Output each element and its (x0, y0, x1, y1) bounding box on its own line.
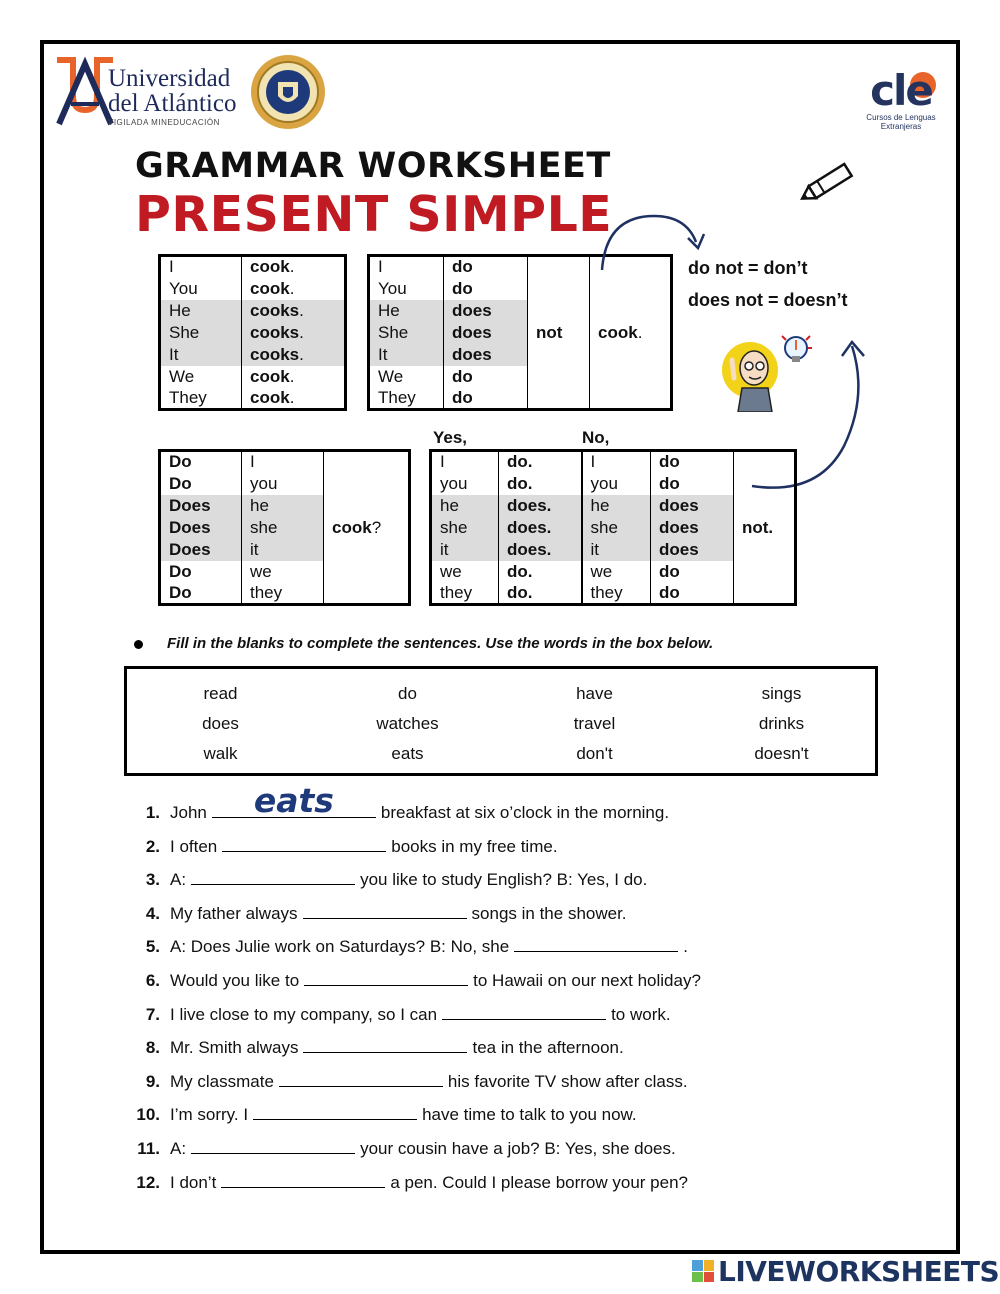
sentence-number: 6. (145, 970, 160, 990)
sentence-text-before: I live close to my company, so I can (170, 1004, 438, 1024)
subject-cell: we (242, 561, 324, 583)
yes-aux-cell: do. (499, 473, 582, 495)
subject-cell: They (160, 388, 242, 410)
verb-cell (242, 388, 346, 410)
affirmative-row (160, 388, 346, 410)
yes-subject-cell: it (431, 539, 499, 561)
short-answers-table (429, 449, 797, 606)
punctuation: . (299, 344, 304, 364)
sentence-number: 3. (145, 870, 160, 890)
sentence-text-after: tea in the afternoon. (472, 1038, 624, 1058)
no-aux-cell: does (651, 495, 734, 517)
punctuation: . (637, 322, 643, 342)
instruction (134, 635, 713, 652)
subject-cell: She (369, 322, 444, 344)
instruction-text: Fill in the blanks to complete the sentences. Use the words in the box below. (167, 635, 714, 652)
answer-blank[interactable] (514, 936, 678, 952)
university-name-line1: Universidad (108, 65, 231, 92)
word-box-item: watches (376, 714, 439, 733)
no-aux-cell: does (651, 539, 734, 561)
sentence-text-before: I’m sorry. I (170, 1105, 249, 1125)
yes-aux-cell: does. (499, 517, 582, 539)
negative-table (367, 254, 673, 411)
university-name (108, 66, 236, 127)
university-name-line3: VIGILADA MINEDUCACIÓN (108, 118, 220, 127)
question-row (160, 451, 410, 473)
affirmative-row (160, 366, 346, 388)
contraction-do-not: do not = don’t (688, 258, 808, 278)
verb-cell (242, 366, 346, 388)
verb-text: cook (332, 517, 372, 537)
sentence-text-after: you like to study English? B: Yes, I do. (360, 870, 648, 890)
sentence-list (130, 781, 870, 1205)
sentence-text-before: John (170, 803, 207, 822)
subject-cell: he (242, 495, 324, 517)
not-cell: not (528, 256, 590, 410)
curved-arrow-icon (596, 208, 716, 276)
pencil-icon (796, 155, 862, 211)
affirmative-row (160, 300, 346, 322)
sentence-number: 4. (145, 903, 160, 923)
subject-cell: He (160, 300, 242, 322)
yes-subject-cell: they (431, 583, 499, 605)
verb-cell (242, 256, 346, 278)
sentence-item (130, 1004, 870, 1038)
yes-aux-cell: do. (499, 561, 582, 583)
subject-cell: It (369, 344, 444, 366)
verb-text: cooks (250, 300, 300, 320)
sentence-text-after: your cousin have a job? B: Yes, she does. (360, 1138, 676, 1158)
sentence-number: 2. (145, 836, 160, 856)
worksheet-subtitle: PRESENT SIMPLE (135, 186, 613, 243)
punctuation: . (299, 300, 304, 320)
no-aux-cell: do (651, 473, 734, 495)
yes-subject-cell: she (431, 517, 499, 539)
sentence-text-before: A: (170, 1138, 187, 1158)
subject-cell: they (242, 583, 324, 605)
subject-cell: I (242, 451, 324, 473)
sentence-text-after: songs in the shower. (471, 903, 627, 923)
no-subject-cell: I (582, 451, 651, 473)
verb-text: cook (598, 322, 638, 342)
yes-aux-cell: does. (499, 495, 582, 517)
subject-cell: I (160, 256, 242, 278)
verb-text: cook (250, 278, 290, 298)
sentence-number: 11. (137, 1138, 160, 1158)
punctuation: . (289, 278, 295, 298)
sentence-item (130, 936, 870, 970)
affirmative-table (158, 254, 347, 411)
answer-blank[interactable] (442, 1004, 606, 1020)
sentence-number: 1. (145, 803, 160, 822)
sentence-text-after: his favorite TV show after class. (447, 1071, 688, 1091)
yes-subject-cell: we (431, 561, 499, 583)
sentence-text-after: to work. (611, 1004, 671, 1024)
word-box-item: travel (573, 714, 616, 733)
aux-cell: Does (160, 495, 242, 517)
aux-cell: does (444, 300, 528, 322)
word-box-item: have (576, 684, 613, 703)
no-subject-cell: we (582, 561, 651, 583)
subject-cell: You (160, 278, 242, 300)
subject-cell: He (369, 300, 444, 322)
aux-cell: do (444, 256, 528, 278)
aux-cell: do (444, 278, 528, 300)
aux-cell: does (444, 344, 528, 366)
affirmative-row (160, 256, 346, 278)
answer-blank[interactable] (279, 1071, 443, 1087)
subject-cell: she (242, 517, 324, 539)
yes-aux-cell: does. (499, 539, 582, 561)
contraction-does-not: does not = doesn’t (688, 290, 848, 310)
affirmative-row (160, 278, 346, 300)
liveworksheets-logo (692, 1256, 999, 1286)
answer-blank[interactable] (303, 1037, 467, 1053)
verb-cell (324, 451, 410, 605)
answer-blank[interactable] (304, 970, 468, 986)
no-subject-cell: it (582, 539, 651, 561)
sentence-item (130, 1138, 870, 1172)
verb-text: cooks (250, 344, 300, 364)
verb-text: cook (250, 387, 290, 407)
word-box-item: eats (391, 744, 424, 763)
cle-subtitle: Cursos de Lenguas Extranjeras (866, 113, 936, 131)
sentence-text-before: I often (170, 836, 218, 856)
affirmative-row (160, 322, 346, 344)
cle-logo (860, 54, 942, 134)
word-box-item: doesn't (754, 744, 809, 763)
subject-cell: You (369, 278, 444, 300)
aux-cell: Does (160, 539, 242, 561)
liveworksheets-brand: LIVEWORKSHEETS (718, 1254, 1000, 1288)
sentence-number: 10. (136, 1105, 160, 1125)
no-label: No, (582, 428, 610, 447)
word-box-item: does (202, 714, 239, 733)
subject-cell: I (369, 256, 444, 278)
sentence-text-before: A: Does Julie work on Saturdays? B: No, she (170, 937, 510, 957)
answer-blank[interactable] (212, 781, 376, 820)
sentence-text-before: A: (170, 870, 187, 890)
yes-aux-cell: do. (499, 583, 582, 605)
yes-label: Yes, (433, 428, 468, 447)
verb-cell (242, 300, 346, 322)
subject-cell: it (242, 539, 324, 561)
no-aux-cell: do (651, 561, 734, 583)
verb-cell (242, 322, 346, 344)
verb-cell (242, 344, 346, 366)
word-box-item: sings (761, 684, 802, 703)
word-box-item: do (398, 684, 417, 703)
subject-cell: We (160, 366, 242, 388)
verb-cell (590, 256, 672, 410)
verb-text: cooks (250, 322, 300, 342)
answer-blank[interactable] (191, 1138, 355, 1154)
liveworksheets-square-icon (692, 1260, 714, 1282)
sentence-item (130, 1071, 870, 1105)
not-cell: not. (742, 517, 774, 537)
sentence-number: 12. (136, 1172, 160, 1192)
sentence-text-before: Would you like to (170, 970, 300, 990)
aux-cell: Do (160, 473, 242, 495)
answer-text: eats (253, 781, 334, 820)
sentence-text-after: breakfast at six o’clock in the morning. (380, 803, 670, 822)
institutional-seal-icon (250, 54, 326, 130)
answer-blank[interactable] (253, 1104, 417, 1120)
yes-subject-cell: you (431, 473, 499, 495)
subject-cell: It (160, 344, 242, 366)
verb-text: cook (250, 257, 290, 277)
sentence-number: 5. (145, 937, 160, 957)
sentence-item (130, 869, 870, 903)
sentence-number: 9. (145, 1071, 160, 1091)
word-box-item: read (203, 684, 238, 703)
aux-cell: Do (160, 583, 242, 605)
aux-cell: do (444, 366, 528, 388)
aux-cell: Does (160, 517, 242, 539)
sentence-number: 8. (145, 1038, 160, 1058)
sentence-text-after: books in my free time. (391, 836, 558, 856)
word-box-item: walk (203, 744, 238, 763)
no-aux-cell: does (651, 517, 734, 539)
no-aux-cell: do (651, 451, 734, 473)
sentence-item (130, 1172, 870, 1206)
answer-blank[interactable] (191, 869, 355, 885)
punctuation: . (299, 322, 304, 342)
sentence-item (130, 836, 870, 870)
yes-subject-cell: he (431, 495, 499, 517)
sentence-item (130, 1104, 870, 1138)
answer-blank[interactable] (303, 903, 467, 919)
punctuation: . (289, 257, 295, 277)
no-subject-cell: you (582, 473, 651, 495)
yes-aux-cell: do. (499, 451, 582, 473)
no-subject-cell: he (582, 495, 651, 517)
subject-cell: We (369, 366, 444, 388)
answer-blank[interactable] (222, 836, 386, 852)
sentence-text-after: to Hawaii on our next holiday? (473, 970, 701, 990)
aux-cell: Do (160, 561, 242, 583)
yes-subject-cell: I (431, 451, 499, 473)
sentence-text-before: My father always (170, 903, 298, 923)
sentence-item (130, 1037, 870, 1071)
university-name-line2: del Atlántico (108, 90, 237, 117)
sentence-text-after: have time to talk to you now. (422, 1105, 637, 1125)
sentence-item (130, 970, 870, 1004)
bullet-icon (134, 640, 143, 649)
answer-blank[interactable] (221, 1172, 385, 1188)
worksheet-title: GRAMMAR WORKSHEET (135, 146, 611, 186)
aux-cell: do (444, 388, 528, 410)
university-logo-icon (55, 56, 115, 126)
sentence-text-after: . (683, 937, 688, 957)
sentence-item (130, 781, 870, 836)
sentence-text-before: Mr. Smith always (170, 1038, 299, 1058)
punctuation: . (289, 366, 295, 386)
verb-text: cook (250, 366, 290, 386)
verb-cell (242, 278, 346, 300)
subject-cell: you (242, 473, 324, 495)
aux-cell: Do (160, 451, 242, 473)
aux-cell: does (444, 322, 528, 344)
subject-cell: They (369, 388, 444, 410)
sentence-text-before: I don’t (170, 1172, 217, 1192)
subject-cell: She (160, 322, 242, 344)
sentence-item (130, 903, 870, 937)
punctuation: . (289, 387, 295, 407)
short-answer-row (431, 451, 796, 473)
sentence-text-after: a pen. Could I please borrow your pen? (390, 1172, 689, 1192)
no-subject-cell: she (582, 517, 651, 539)
word-box (124, 666, 878, 776)
sentence-number: 7. (145, 1004, 160, 1024)
cle-word: cle (870, 66, 932, 115)
no-aux-cell: do (651, 583, 734, 605)
question-table (158, 449, 411, 606)
sentence-text-before: My classmate (170, 1071, 274, 1091)
word-box-item: don't (576, 744, 613, 763)
word-box-item: drinks (758, 714, 805, 733)
no-subject-cell: they (582, 583, 651, 605)
punctuation: ? (371, 517, 382, 537)
affirmative-row (160, 344, 346, 366)
